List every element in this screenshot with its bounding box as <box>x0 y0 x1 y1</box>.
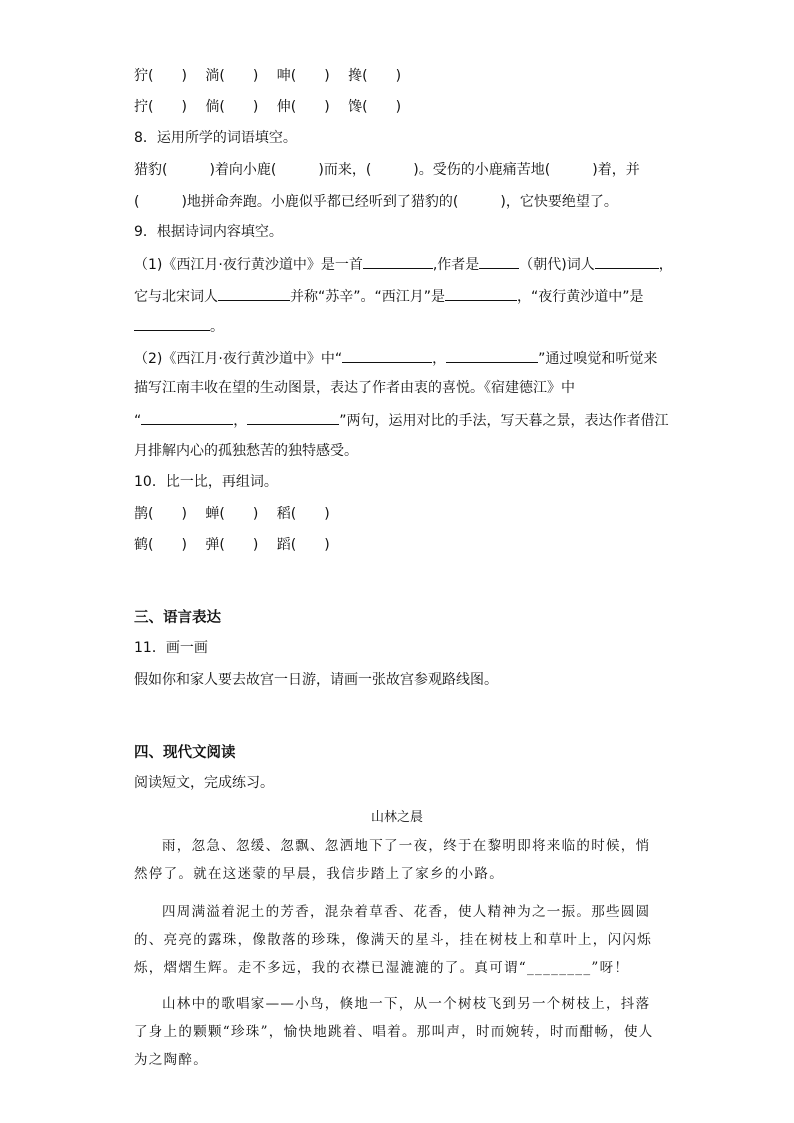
answer-blank[interactable] <box>479 254 519 269</box>
q9-text: 它与北宋词人 <box>134 289 218 305</box>
q10-row-2 <box>134 535 330 555</box>
q8-prompt: 8．运用所学的词语填空。 <box>134 130 297 146</box>
q9-part2-line1 <box>134 348 657 369</box>
q8-line-1: 猎豹( )着向小鹿( )而来，( )。受伤的小鹿痛苦地( )着，并 <box>134 162 640 178</box>
q9-part1-line3 <box>134 316 224 337</box>
q8-line-2: ( )地拼命奔跑。小鹿似乎都已经听到了猎豹的( )，它快要绝望了。 <box>134 194 618 210</box>
q10-row-1 <box>134 504 330 524</box>
answer-blank[interactable] <box>141 410 233 425</box>
paragraph-text: 山林中的歌唱家——小鸟，倏地一下，从一个树枝飞到另一个树枝上，抖落了身上的颗颗“珍珠”，愉快地跳着、唱着。那叫声，时而婉转，时而酣畅，使人为之陶醉。 <box>134 996 654 1068</box>
q9-part2-line2: 描写江南丰收在望的生动图景，表达了作者由衷的喜悦。《宿建德江》中 <box>134 380 575 396</box>
section-4-heading: 四、现代文阅读 <box>134 745 236 761</box>
q10-prompt: 10．比一比，再组词。 <box>134 474 278 490</box>
q7-row-2 <box>134 97 401 117</box>
q7-item: 倘( ) <box>205 99 259 115</box>
passage-paragraph-2 <box>134 898 664 982</box>
answer-blank[interactable] <box>342 348 432 363</box>
q7-item: 拧( ) <box>134 99 187 115</box>
q9-text: （2)《西江月·夜行黄沙道中》中“ <box>134 351 343 367</box>
passage-paragraph-1 <box>134 832 664 888</box>
passage-title: 山林之晨 <box>370 810 423 825</box>
q11-prompt: 11．画一画 <box>134 640 208 656</box>
q9-prompt: 9．根据诗词内容填空。 <box>134 224 283 240</box>
paragraph-text: 四周满溢着泥土的芳香，混杂着草香、花香，使人精神为之一振。那些圆圆的、亮亮的露珠，像散落的珍珠，像满天的星斗，挂在树枝上和草叶上，闪闪烁烁，熠熠生辉。走不多远，我的衣襟已湿漉漉的了。真可谓“________”呀！ <box>134 904 652 976</box>
q9-text: “ <box>134 413 142 429</box>
q9-text: ， <box>658 257 673 273</box>
q7-item: 搀( ) <box>348 68 402 84</box>
q9-text: （朝代)词人 <box>519 257 595 273</box>
q9-text: ”通过嗅觉和听觉来 <box>538 351 658 367</box>
q7-item: 狞( ) <box>134 68 187 84</box>
reading-instruction: 阅读短文，完成练习。 <box>134 775 274 791</box>
q10-item: 蝉( ) <box>205 506 259 522</box>
answer-blank[interactable] <box>247 410 339 425</box>
q9-text: ， <box>432 351 447 367</box>
q10-item: 稻( ) <box>276 506 330 522</box>
q9-text: 。 <box>210 319 224 335</box>
q7-item: 呻( ) <box>276 68 330 84</box>
q9-part1-line1 <box>134 254 673 275</box>
q9-text: ，“夜行黄沙道中”是 <box>517 289 644 305</box>
q7-item: 馋( ) <box>348 99 402 115</box>
q9-text: （1)《西江月·夜行黄沙道中》是一首 <box>134 257 363 273</box>
answer-blank[interactable] <box>445 286 517 301</box>
q10-item: 弹( ) <box>205 537 259 553</box>
paragraph-text: 雨，忽急、忽缓、忽飘、忽洒地下了一夜，终于在黎明即将来临的时候，悄然停了。就在这迷蒙的早晨，我信步踏上了家乡的小路。 <box>134 838 651 882</box>
q9-text: ， <box>233 413 248 429</box>
q7-row-1 <box>134 66 401 86</box>
answer-blank[interactable] <box>218 286 290 301</box>
answer-blank[interactable] <box>595 254 659 269</box>
q10-item: 鹊( ) <box>134 506 187 522</box>
q10-item: 蹈( ) <box>276 537 330 553</box>
q7-item: 伸( ) <box>276 99 330 115</box>
q9-part2-line4: 月排解内心的孤独愁苦的独特感受。 <box>134 443 358 459</box>
answer-blank[interactable] <box>446 348 538 363</box>
q11-text: 假如你和家人要去故宫一日游，请画一张故宫参观路线图。 <box>134 672 498 688</box>
answer-blank[interactable] <box>134 316 210 331</box>
q9-part1-line2 <box>134 286 644 307</box>
q9-text: ”两句，运用对比的手法，写天暮之景，表达作者借江 <box>339 413 669 429</box>
q10-item: 鹤( ) <box>134 537 187 553</box>
q7-item: 淌( ) <box>205 68 259 84</box>
q9-text: ,作者是 <box>432 257 480 273</box>
passage-paragraph-3 <box>134 990 664 1074</box>
answer-blank[interactable] <box>363 254 433 269</box>
q9-text: 并称“苏辛”。“西江月”是 <box>290 289 446 305</box>
q9-part2-line3 <box>134 410 669 431</box>
section-3-heading: 三、语言表达 <box>134 610 221 626</box>
